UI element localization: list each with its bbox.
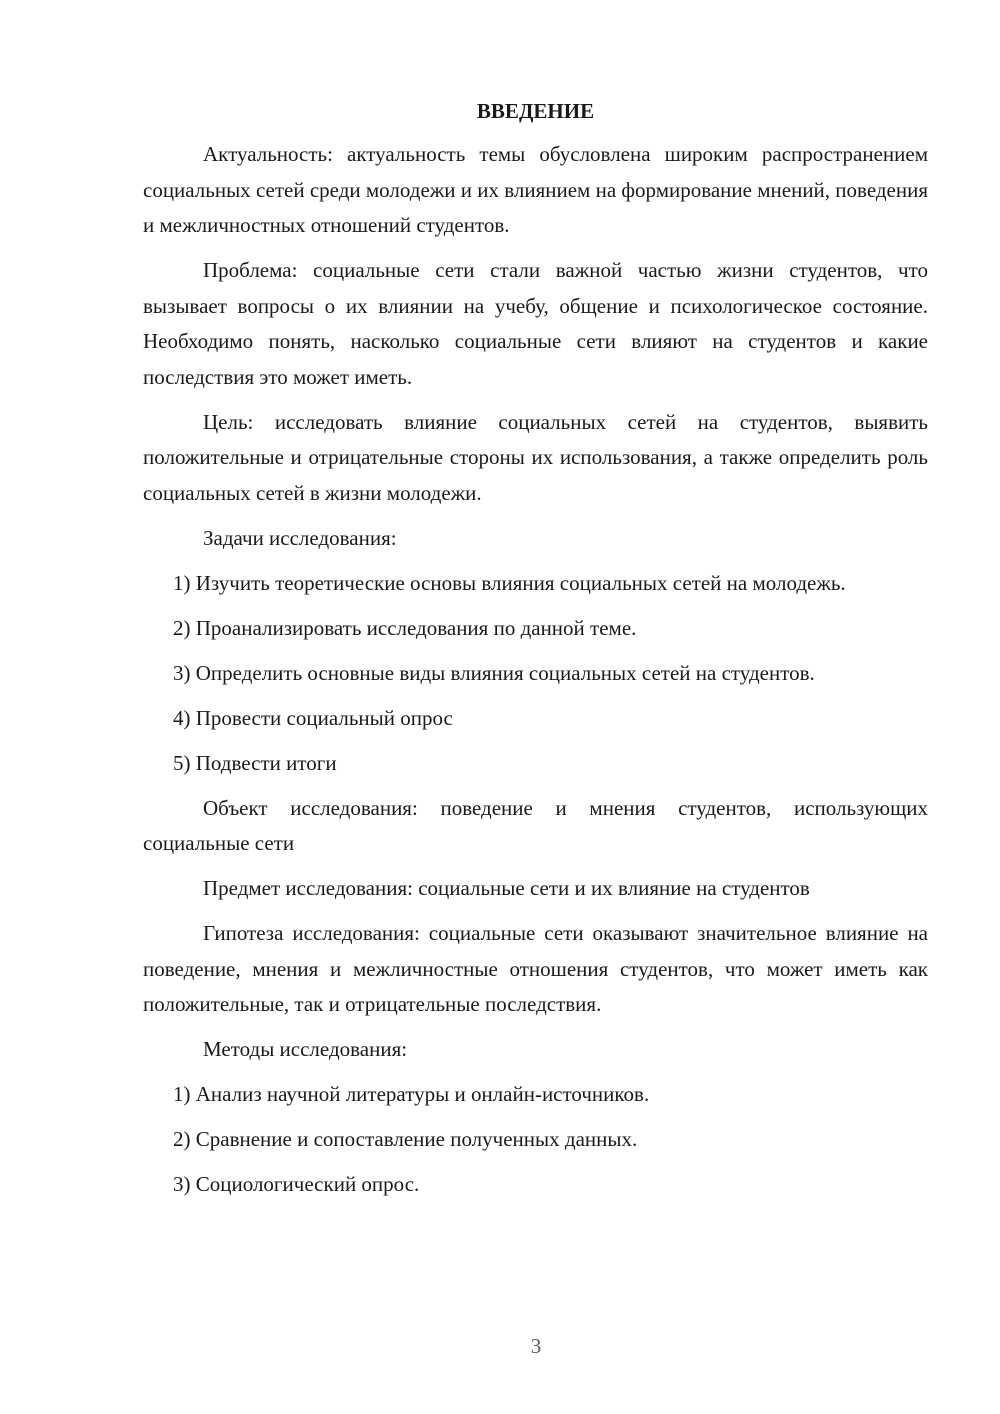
problem-paragraph: Проблема: социальные сети стали важной частью жизни студентов, что вызывает вопросы о их влиянии на учебу, общение и психологическое состояние. Необходимо понять, насколько социальные сети влияют на студентов и какие последствия это может иметь. — [143, 258, 928, 389]
task-item-3: 3) Определить основные виды влияния социальных сетей на студентов. — [173, 660, 815, 685]
task-item-1: 1) Изучить теоретические основы влияния социальных сетей на молодежь. — [173, 570, 846, 595]
task-item-2: 2) Проанализировать исследования по данной теме. — [173, 615, 637, 640]
page-title: ВВЕДЕНИЕ — [476, 99, 595, 123]
method-item-2: 2) Сравнение и сопоставление полученных данных. — [173, 1127, 638, 1151]
task-item-4: 4) Провести социальный опрос — [173, 705, 453, 730]
subject-paragraph: Предмет исследования: социальные сети и их влияние на студентов — [203, 876, 810, 900]
tasks-heading: Задачи исследования: — [203, 525, 397, 550]
method-item-1: 1) Анализ научной литературы и онлайн-источников. — [173, 1082, 650, 1106]
method-item-3: 3) Социологический опрос. — [173, 1172, 420, 1196]
page-number: 3 — [530, 1334, 542, 1358]
goal-paragraph: Цель: исследовать влияние социальных сетей на студентов, выявить положительные и отрицательные стороны их использования, а также определить роль социальных сетей в жизни молодежи. — [143, 409, 928, 505]
task-item-5: 5) Подвести итоги — [173, 750, 337, 775]
object-paragraph: Объект исследования: поведение и мнения студентов, использующих социальные сети — [143, 795, 928, 855]
relevance-paragraph: Актуальность: актуальность темы обусловлена широким распространением социальных сетей среди молодежи и их влиянием на формирование мнений, поведения и межличностных отношений студентов. — [143, 142, 929, 237]
methods-heading: Методы исследования: — [203, 1037, 408, 1061]
document-page — [143, 96, 928, 1212]
hypothesis-paragraph: Гипотеза исследования: социальные сети оказывают значительное влияние на поведение, мнения и межличностные отношения студентов, что может иметь как положительные, так и отрицательные последствия. — [143, 921, 928, 1016]
